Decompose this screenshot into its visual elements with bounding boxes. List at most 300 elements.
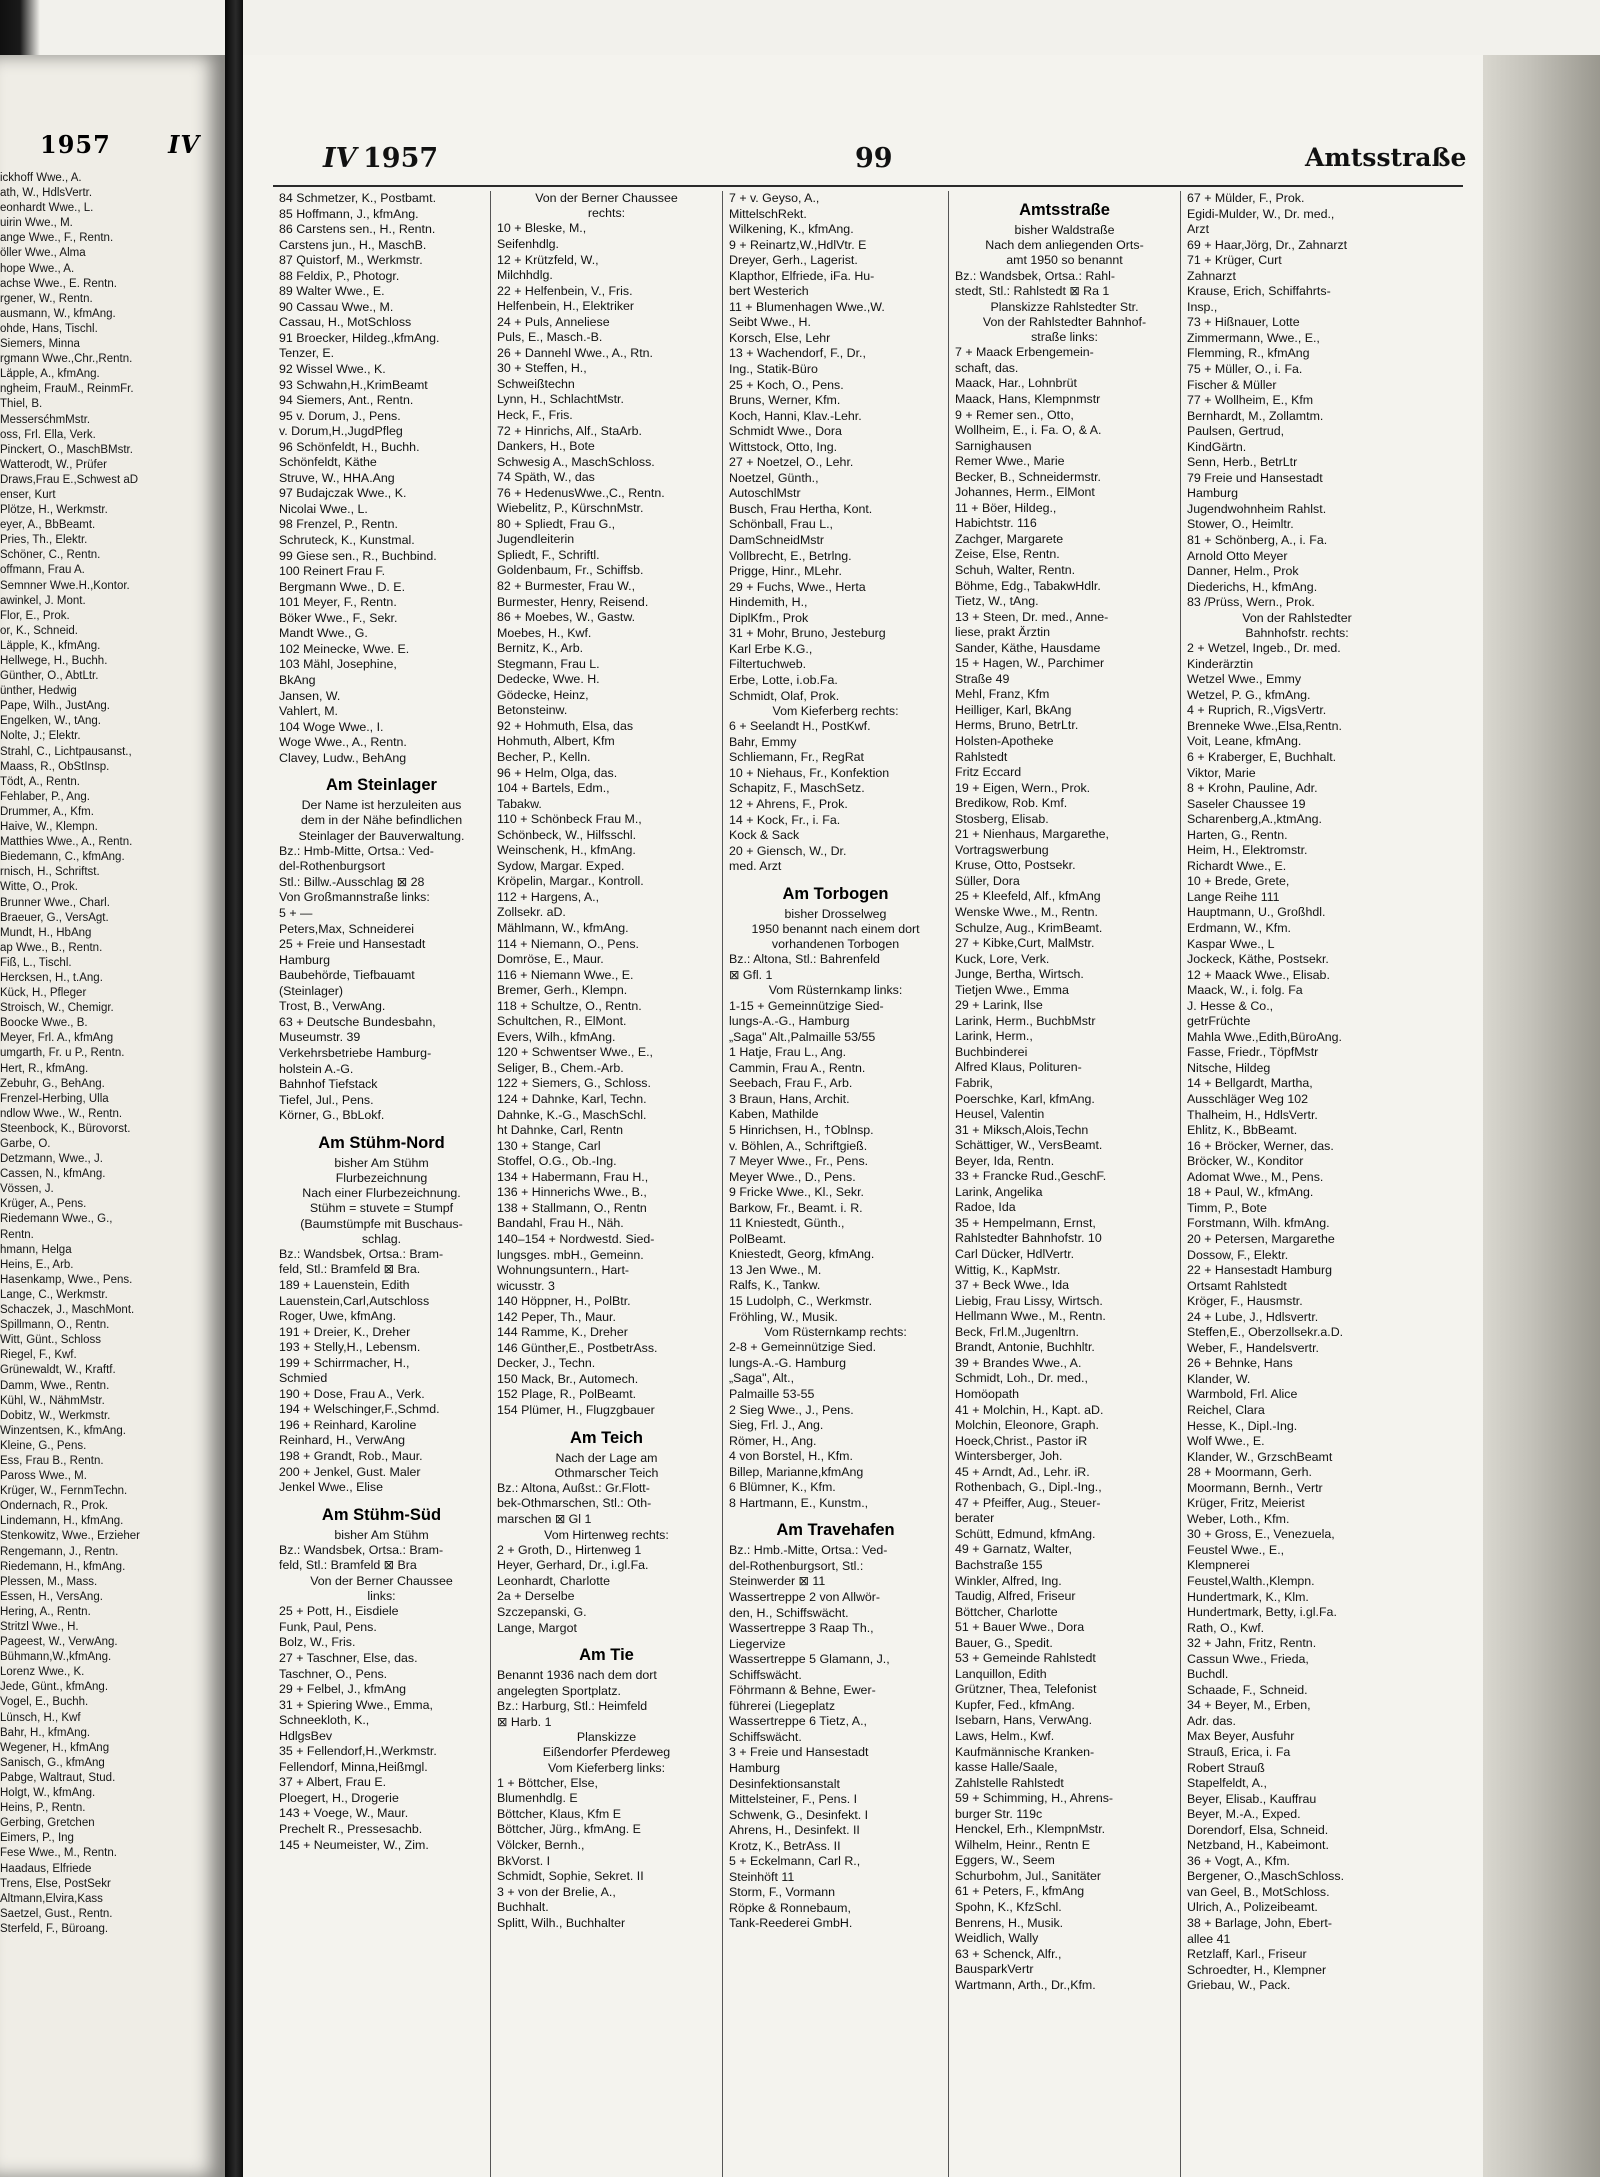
left-page-line: awinkel, J. Mont. xyxy=(0,594,86,607)
directory-entry: ⊠ Harb. 1 xyxy=(497,1714,552,1729)
directory-entry: 189 + Lauenstein, Edith xyxy=(279,1278,410,1292)
directory-entry: Saseler Chaussee 19 xyxy=(1187,796,1306,811)
directory-entry: Moormann, Bernh., Vertr xyxy=(1187,1480,1323,1495)
directory-entry: 49 + Garnatz, Walter, xyxy=(955,1542,1072,1557)
directory-entry: 96 + Helm, Olga, das. xyxy=(497,765,618,780)
column-2 xyxy=(491,191,723,2177)
directory-entry: 136 + Hinnerichs Wwe., B., xyxy=(497,1185,647,1200)
directory-entry: Zimmermann, Wwe., E., xyxy=(1187,330,1320,345)
directory-entry: Hindemith, H., xyxy=(729,595,808,610)
left-page-line: Rentn. xyxy=(0,1228,34,1241)
directory-entry: 93 Schwahn,H.,KrimBeamt xyxy=(279,377,428,392)
directory-entry: Liegervize xyxy=(729,1636,786,1651)
directory-entry: Palmaille 53-55 xyxy=(729,1386,815,1401)
directory-entry: Schmied xyxy=(279,1371,328,1386)
directory-entry: Vahlert, M. xyxy=(279,704,338,719)
directory-entry: marschen ⊠ Gl 1 xyxy=(497,1512,592,1527)
directory-entry: Wetzel Wwe., Emmy xyxy=(1187,672,1302,687)
directory-entry: 3 + Freie und Hansestadt xyxy=(729,1745,869,1760)
directory-entry: Beyer, Elisab., Kauffrau xyxy=(1187,1791,1317,1806)
street-note: Bahnhofstr. rechts: xyxy=(1245,625,1349,640)
directory-entry: 81 + Schönberg, A., i. Fa. xyxy=(1187,533,1328,548)
directory-entry: Schmidt, Olaf, Prok. xyxy=(729,688,840,703)
left-page-line: eonhardt Wwe., L. xyxy=(0,202,94,215)
directory-entry: Egidi-Mulder, W., Dr. med., xyxy=(1187,206,1335,221)
directory-entry: wicusstr. 3 xyxy=(497,1278,555,1293)
directory-entry: Reinhard, H., VerwAng xyxy=(279,1433,406,1448)
directory-entry: Hamburg xyxy=(279,952,330,967)
directory-entry: Bredikow, Rob. Kmf. xyxy=(955,796,1068,811)
left-page-line: Pries, Th., Elektr. xyxy=(0,534,88,547)
left-page-line: Mundt, H., HbAng xyxy=(0,926,92,939)
left-page-line: ngheim, FrauM., ReinmFr. xyxy=(0,383,134,396)
directory-entry: 89 Walter Wwe., E. xyxy=(279,284,385,299)
directory-entry: Sieg, Frl. J., Ang. xyxy=(729,1418,824,1433)
directory-entry: Arzt xyxy=(1187,222,1210,237)
left-page-line: Haadaus, Elfriede xyxy=(0,1862,92,1875)
street-heading: Am Travehafen xyxy=(776,1521,895,1540)
directory-entry: 77 + Wollheim, E., Kfm xyxy=(1187,393,1314,408)
directory-entry: Bruns, Werner, Kfm. xyxy=(729,393,841,408)
directory-entry: BkVorst. I xyxy=(497,1853,551,1868)
left-page-line: Dobitz, W., Werkmstr. xyxy=(0,1409,111,1422)
directory-entry: Roger, Uwe, kfmAng. xyxy=(279,1309,397,1324)
left-page-line: Thiel, B. xyxy=(0,398,43,411)
left-page-line: Spillmann, O., Rentn. xyxy=(0,1319,110,1332)
left-page-line: Steenbock, K., Bürovorst. xyxy=(0,1122,131,1135)
directory-entry: 146 Günther,E., PostbetrAss. xyxy=(497,1340,658,1355)
directory-entry: 31 + Spiering Wwe., Emma, xyxy=(279,1697,433,1712)
directory-entry: Dedecke, Wwe. H. xyxy=(497,672,600,687)
directory-entry: Beyer, Ida, Rentn. xyxy=(955,1153,1055,1168)
directory-entry: DamSchneidMstr xyxy=(729,533,825,548)
column-1 xyxy=(273,191,491,2177)
directory-entry: Max Beyer, Ausfuhr xyxy=(1187,1729,1295,1744)
directory-entry: Jugendleiterin xyxy=(497,532,575,547)
directory-entry: v. Dorum,H.,JugdPfleg xyxy=(279,424,403,439)
directory-entry: 3 Braun, Hans, Archit. xyxy=(729,1091,850,1106)
directory-entry: ⊠ Gfl. 1 xyxy=(729,967,773,982)
directory-entry: 22 + Helfenbein, V., Fris. xyxy=(497,283,633,298)
directory-entry: 152 Plage, R., PolBeamt. xyxy=(497,1387,637,1402)
directory-entry: Schmidt, Sophie, Sekret. II xyxy=(497,1869,644,1884)
left-page-line: Schöner, C., Rentn. xyxy=(0,549,101,562)
street-heading: Am Steinlager xyxy=(326,776,437,795)
directory-entry: Schmidt Wwe., Dora xyxy=(729,424,842,439)
directory-entry: Splitt, Wilh., Buchhalter xyxy=(497,1915,626,1930)
directory-entry: 96 Schönfeldt, H., Buchh. xyxy=(279,439,420,454)
directory-entry: 2a + Derselbe xyxy=(497,1589,575,1604)
directory-entry: Kinderärztin xyxy=(1187,656,1254,671)
directory-entry: med. Arzt xyxy=(729,859,782,874)
directory-entry: Klempnerei xyxy=(1187,1558,1250,1573)
directory-entry: 80 + Spliedt, Frau G., xyxy=(497,516,616,531)
left-page-line: Pape, Wilh., JustAng. xyxy=(0,700,110,713)
directory-entry: Barkow, Fr., Beamt. i. R. xyxy=(729,1200,863,1215)
directory-entry: 2 Sieg Wwe., J., Pens. xyxy=(729,1402,854,1417)
left-page-line: ath, W., HdlsVertr. xyxy=(0,187,93,200)
directory-entry: Lynn, H., SchlachtMstr. xyxy=(497,392,624,407)
left-page-line: öller Wwe., Alma xyxy=(0,247,86,260)
directory-entry: Hundertmark, K., Klm. xyxy=(1187,1589,1309,1604)
directory-entry: Kaspar Wwe., L xyxy=(1187,936,1275,951)
directory-entry: Kuck, Lore, Verk. xyxy=(955,951,1050,966)
directory-entry: Isebarn, Hans, VerwAng. xyxy=(955,1713,1093,1728)
directory-entry: Korsch, Else, Lehr xyxy=(729,330,831,345)
directory-entry: Herms, Bruno, BetrLtr. xyxy=(955,718,1079,733)
directory-entry: 25 + Pott, H., Eisdiele xyxy=(279,1604,399,1619)
directory-entry: Gödecke, Heinz, xyxy=(497,687,589,702)
header-rule xyxy=(273,185,1463,187)
directory-entry: Koch, Hanni, Klav.-Lehr. xyxy=(729,408,862,423)
directory-entry: Johannes, Herm., ElMont xyxy=(955,485,1095,500)
directory-entry: Mahla Wwe.,Edith,BüroAng. xyxy=(1187,1029,1342,1044)
directory-entry: Puls, E., Masch.-B. xyxy=(497,330,603,345)
left-page-line: MessersćhmMstr. xyxy=(0,413,91,426)
street-note: Flurbezeichnung xyxy=(335,1170,428,1185)
street-note: Vom Rüsternkamp rechts: xyxy=(764,1325,907,1340)
street-note: bisher Waldstraße xyxy=(1014,223,1115,237)
directory-entry: 87 Quistorf, M., Werkmstr. xyxy=(279,253,423,268)
directory-entry: Böttcher, Klaus, Kfm E xyxy=(497,1806,621,1821)
directory-entry: angelegten Sportplatz. xyxy=(497,1683,621,1698)
directory-entry: Busch, Frau Hertha, Kont. xyxy=(729,501,873,516)
left-page-line: Plessen, M., Mass. xyxy=(0,1575,98,1588)
directory-entry: Lange, Margot xyxy=(497,1620,577,1635)
directory-entry: Fellendorf, Minna,Heißmgl. xyxy=(279,1759,428,1774)
left-page-line: Krüger, W., FernmTechn. xyxy=(0,1485,128,1498)
left-page-line: Hellwege, H., Buchh. xyxy=(0,655,108,667)
directory-entry: 24 + Puls, Anneliese xyxy=(497,314,610,329)
directory-entry: Föhrmann & Behne, Ewer- xyxy=(729,1683,876,1698)
left-page-line: Riedemann, H., kfmAng. xyxy=(0,1560,126,1573)
directory-entry: Beyer, M.-A., Exped. xyxy=(1187,1807,1301,1822)
directory-entry: 25 + Freie und Hansestadt xyxy=(279,937,426,952)
directory-entry: Kniestedt, Georg, kfmAng. xyxy=(729,1247,875,1262)
directory-entry: Böttcher, Charlotte xyxy=(955,1604,1058,1619)
directory-entry: Schuh, Walter, Rentn. xyxy=(955,562,1076,577)
column-5 xyxy=(1181,191,1413,2177)
directory-entry: 13 + Steen, Dr. med., Anne- xyxy=(955,609,1109,624)
left-page-line: Lünsch, H., Kwf xyxy=(0,1711,81,1724)
directory-entry: Carstens jun., H., MaschB. xyxy=(279,237,427,252)
street-note: vorhandenen Torbogen xyxy=(771,937,900,952)
directory-entry: Buchdl. xyxy=(1187,1667,1229,1682)
directory-entry: Schroedter, H., Klempner xyxy=(1187,1962,1327,1977)
directory-entry: 86 + Moebes, W., Gastw. xyxy=(497,610,636,625)
left-page-line: Witt, Günt., Schloss xyxy=(0,1334,101,1347)
street-heading: Am Tie xyxy=(579,1646,634,1665)
directory-entry: 91 Broecker, Hildeg.,kfmAng. xyxy=(279,330,440,345)
directory-entry: Wilhelm, Heinr., Rentn E xyxy=(955,1837,1090,1852)
directory-entry: Steinhöft 11 xyxy=(729,1869,795,1884)
directory-entry: 122 + Siemers, G., Schloss. xyxy=(497,1076,651,1091)
directory-entry: Dahnke, K.-G., MaschSchl. xyxy=(497,1107,647,1122)
directory-entry: 102 Meinecke, Wwe. E. xyxy=(279,641,410,656)
directory-entry: Bröcker, W., Konditor xyxy=(1187,1154,1304,1169)
directory-entry: 5 Hinrichsen, H., †Oblnsp. xyxy=(729,1123,874,1137)
directory-entry: Hohmuth, Albert, Kfm xyxy=(497,734,615,749)
left-page-line: enser, Kurt xyxy=(0,488,56,501)
directory-entry: Reichel, Clara xyxy=(1187,1402,1265,1417)
directory-entry: Erbe, Lotte, i.ob.Fa. xyxy=(729,672,838,687)
directory-entry: Molchin, Eleonore, Graph. xyxy=(955,1418,1099,1433)
directory-entry: Hamburg xyxy=(1187,486,1238,501)
directory-entry: Bremer, Gerh., Klempn. xyxy=(497,983,628,998)
directory-entry: Schaade, F., Schneid. xyxy=(1187,1682,1308,1697)
left-page-line: Eimers, P., Ing xyxy=(0,1832,74,1845)
directory-entry: Domröse, E., Maur. xyxy=(497,952,604,967)
directory-entry: Liebig, Frau Lissy, Wirtsch. xyxy=(955,1293,1103,1308)
directory-entry: 8 Hartmann, E., Kunstm., xyxy=(729,1495,869,1510)
left-page-line: Altmann,Elvira,Kass xyxy=(0,1892,103,1905)
street-note: Nach einer Flurbezeichnung. xyxy=(302,1186,461,1201)
directory-entry: 29 + Fuchs, Wwe., Herta xyxy=(729,579,866,594)
directory-entry: 25 + Kleefeld, Alf., kfmAng xyxy=(955,889,1101,904)
directory-entry: 6 + Kraberger, E, Buchhalt. xyxy=(1187,750,1337,764)
left-page-line: Plötze, H., Werkmstr. xyxy=(0,504,108,517)
left-page-line: hope Wwe., A. xyxy=(0,262,75,275)
directory-entry: 112 + Hargens, A., xyxy=(497,889,600,904)
directory-entry: 90 Cassau Wwe., M. xyxy=(279,299,394,314)
directory-entry: Zachger, Margarete xyxy=(955,531,1064,546)
directory-entry: Taudig, Alfred, Friseur xyxy=(955,1589,1076,1604)
directory-entry: Museumstr. 39 xyxy=(279,1030,361,1045)
left-page-line: ickhoff Wwe., A. xyxy=(0,172,82,184)
directory-entry: Henckel, Erh., KlempnMstr. xyxy=(955,1822,1106,1837)
directory-entry: Arnold Otto Meyer xyxy=(1187,548,1288,563)
directory-entry: stedt, Stl.: Rahlstedt ⊠ Ra 1 xyxy=(955,284,1110,299)
directory-entry: 150 Mack, Br., Automech. xyxy=(497,1371,639,1386)
directory-entry: 38 + Barlage, John, Ebert- xyxy=(1187,1916,1332,1931)
left-page-line: eyer, A., BbBeamt. xyxy=(0,519,96,532)
directory-entry: 1-15 + Gemeinnützige Sied- xyxy=(729,998,884,1013)
street-heading: Am Stühm-Nord xyxy=(318,1133,445,1152)
directory-entry: Jockeck, Käthe, Postsekr. xyxy=(1187,952,1329,967)
left-page-line: Pageest, W., VerwAng. xyxy=(0,1636,118,1649)
directory-entry: Bolz, W., Fris. xyxy=(279,1635,356,1650)
directory-entry: Schiffswächt. xyxy=(729,1729,802,1744)
directory-entry: 86 Carstens sen., H., Rentn. xyxy=(279,222,436,237)
directory-entry: Bahnhof Tiefstack xyxy=(279,1077,378,1092)
directory-entry: Tiefel, Jul., Pens. xyxy=(279,1092,374,1107)
directory-entry: Schapitz, F., MaschSetz. xyxy=(729,781,865,796)
street-note: Planskizze xyxy=(576,1730,637,1745)
directory-entry: Zollsekr. aD. xyxy=(497,905,566,920)
directory-entry: Wintersberger, Joh. xyxy=(955,1449,1063,1464)
directory-entry: Evers, Wilh., kfmAng. xyxy=(497,1029,616,1044)
directory-entry: Burmester, Henry, Reisend. xyxy=(497,594,649,609)
page-year: 1957 xyxy=(363,143,439,174)
directory-entry: 7 Meyer Wwe., Fr., Pens. xyxy=(729,1154,869,1169)
directory-entry: Remer Wwe., Marie xyxy=(955,454,1065,469)
left-page-line: Detzmann, Wwe., J. xyxy=(0,1153,103,1166)
directory-entry: Zahlstelle Rahlstedt xyxy=(955,1775,1064,1790)
directory-entry: BkAng xyxy=(279,672,316,687)
directory-entry: Nitsche, Hildeg xyxy=(1187,1060,1271,1075)
directory-entry: Milchhdlg. xyxy=(497,268,553,283)
directory-entry: 200 + Jenkel, Gust. Maler xyxy=(279,1464,421,1479)
directory-entry: Stoffel, O.G., Ob.-Ing. xyxy=(497,1154,617,1169)
directory-entry: Peters,Max, Schneiderei xyxy=(279,921,414,936)
left-page-line: Stroisch, W., Chemigr. xyxy=(0,1002,114,1015)
directory-entry: Larink, Angelika xyxy=(955,1184,1043,1199)
page-section: IV xyxy=(323,143,357,174)
directory-entry: KindGärtn. xyxy=(1187,439,1247,454)
directory-entry: Schönball, Frau L., xyxy=(729,517,834,532)
left-page-line: Boocke Wwe., B. xyxy=(0,1017,88,1030)
directory-entry: 14 + Kock, Fr., i. Fa. xyxy=(729,812,841,827)
left-facing-page xyxy=(0,55,225,2177)
directory-entry: 73 + Hißnauer, Lotte xyxy=(1187,315,1300,330)
street-note: bisher Am Stühm xyxy=(334,1527,429,1542)
directory-entry: 31 + Mohr, Bruno, Jesteburg xyxy=(729,626,886,641)
directory-entry: 10 + Brede, Grete, xyxy=(1187,874,1290,889)
directory-entry: Rath, O., Kwf. xyxy=(1187,1620,1265,1635)
left-page-line: Riegel, F., Kwf. xyxy=(0,1349,77,1362)
street-note: Othmarscher Teich xyxy=(554,1465,659,1480)
directory-entry: Dankers, H., Bote xyxy=(497,439,595,454)
directory-entry: Harten, G., Rentn. xyxy=(1187,827,1288,842)
directory-entry: Junge, Bertha, Wirtsch. xyxy=(955,967,1084,982)
directory-entry: Röpke & Ronnebaum, xyxy=(729,1900,851,1915)
directory-entry: Schmidt, Loh., Dr. med., xyxy=(955,1371,1088,1386)
directory-entry: Schiffswächt. xyxy=(729,1667,802,1682)
directory-entry: 88 Feldix, P., Photogr. xyxy=(279,268,400,283)
directory-entry: führerei (Liegeplatz xyxy=(729,1698,836,1713)
directory-entry: 82 + Burmester, Frau W., xyxy=(497,578,636,593)
left-page-line: achse Wwe., E. Rentn. xyxy=(0,277,117,290)
directory-entry: Jugendwohnheim Rahlst. xyxy=(1187,501,1327,516)
left-page-line: ange Wwe., F., Rentn. xyxy=(0,232,114,245)
left-page-line: Fiß, L., Tischl. xyxy=(0,956,72,969)
directory-entry: Kaufmännische Kranken- xyxy=(955,1744,1095,1759)
directory-entry: Adomat Wwe., M., Pens. xyxy=(1187,1169,1324,1184)
left-page-line: Essen, H., VersAng. xyxy=(0,1590,103,1603)
left-page-line: Fehlaber, P., Ang. xyxy=(0,790,90,803)
directory-entry: Mehl, Franz, Kfm xyxy=(955,687,1050,702)
page-street-heading: Amtsstraße xyxy=(1305,143,1467,172)
directory-entry: 2 + Wetzel, Ingeb., Dr. med. xyxy=(1187,641,1341,656)
directory-entry: Lauenstein,Carl,Autschloss xyxy=(279,1293,430,1308)
directory-entry: 14 + Bellgardt, Martha, xyxy=(1187,1076,1313,1091)
directory-entry: Tietz, W., tAng. xyxy=(955,594,1039,609)
directory-entry: Cassun Wwe., Frieda, xyxy=(1187,1651,1309,1666)
directory-entry: 26 + Behnke, Hans xyxy=(1187,1356,1293,1371)
directory-entry: allee 41 xyxy=(1187,1931,1231,1946)
directory-entry: Grützner, Thea, Telefonist xyxy=(955,1682,1097,1697)
left-page-line: Wegener, H., kfmAng xyxy=(0,1741,110,1754)
directory-entry: Beck, Frl.M.,Jugenltrn. xyxy=(955,1324,1079,1339)
directory-entry: Meyer Wwe., D., Pens. xyxy=(729,1169,856,1184)
left-page-line: Frenzel-Herbing, Ulla xyxy=(0,1092,109,1105)
left-page-line: Brunner Wwe., Charl. xyxy=(0,896,110,909)
directory-entry: Straße 49 xyxy=(955,671,1010,686)
directory-entry: Römer, H., Ang. xyxy=(729,1433,817,1448)
left-page-line: Biedemann, C., kfmAng. xyxy=(0,851,125,864)
directory-entry: Danner, Helm., Prok xyxy=(1187,564,1299,579)
directory-entry: Schweißtechn xyxy=(497,376,575,391)
directory-entry: Prechelt R., Pressesachb. xyxy=(279,1822,423,1837)
directory-entry: Noetzel, Günth., xyxy=(729,470,819,485)
directory-entry: Maack, Hans, Klempnmstr xyxy=(955,391,1101,406)
left-page-line: Pabge, Waltraut, Stud. xyxy=(0,1771,116,1784)
directory-entry: Schultchen, R., ElMont. xyxy=(497,1014,627,1029)
directory-entry: Klapthor, Elfriede, iFa. Hu- xyxy=(729,268,875,283)
directory-entry: 53 + Gemeinde Rahlstedt xyxy=(955,1651,1096,1666)
directory-entry: Weidlich, Wally xyxy=(955,1931,1039,1946)
directory-entry: Hesse, K., Dipl.-Ing. xyxy=(1187,1418,1298,1433)
directory-entry: Ausschläger Weg 102 xyxy=(1187,1092,1308,1107)
directory-entry: Bz.: Harburg, Stl.: Heimfeld xyxy=(497,1699,648,1714)
directory-entry: Laws, Helm., Kwf. xyxy=(955,1728,1055,1743)
directory-entry: Hellmann Wwe., M., Rentn. xyxy=(955,1309,1106,1324)
directory-entry: Wassertreppe 2 von Allwör- xyxy=(729,1589,881,1604)
left-page-line: Braeuer, G., VersAgt. xyxy=(0,911,109,924)
directory-entry: Wittstock, Otto, Ing. xyxy=(729,439,838,454)
directory-entry: 101 Meyer, F., Rentn. xyxy=(279,595,397,610)
directory-entry: 11 + Blumenhagen Wwe.,W. xyxy=(729,299,885,314)
directory-entry: Storm, F., Vormann xyxy=(729,1885,836,1900)
directory-entry: 191 + Dreier, K., Dreher xyxy=(279,1324,411,1339)
directory-entry: Sydow, Margar. Exped. xyxy=(497,858,625,873)
left-page-section: IV xyxy=(168,130,200,159)
left-page-line: offmann, Frau A. xyxy=(0,564,85,577)
directory-entry: Krause, Erich, Schiffahrts- xyxy=(1187,284,1331,299)
street-note: Von der Berner Chaussee xyxy=(535,191,678,205)
directory-entry: 116 + Niemann Wwe., E. xyxy=(497,967,634,982)
directory-entry: 15 Ludolph, C., Werkmstr. xyxy=(729,1294,873,1309)
directory-entry: Robert Strauß xyxy=(1187,1760,1265,1775)
street-note: schlag. xyxy=(361,1231,402,1246)
directory-entry: holstein A.-G. xyxy=(279,1061,354,1076)
street-note: links: xyxy=(367,1589,396,1604)
left-page-line: Matthies Wwe., A., Rentn. xyxy=(0,836,133,849)
directory-entry: Desinfektionsanstalt xyxy=(729,1776,840,1791)
directory-entry: 30 + Gross, E., Venezuela, xyxy=(1187,1527,1335,1542)
directory-entry: 142 Peper, Th., Maur. xyxy=(497,1309,616,1324)
directory-entry: Bz.: Wandsbek, Ortsa.: Rahl- xyxy=(955,268,1115,283)
left-page-line: Vössen, J. xyxy=(0,1183,54,1196)
directory-entry: 19 + Eigen, Wern., Prok. xyxy=(955,780,1091,795)
left-page-line: Strahl, C., Lichtpausanst., xyxy=(0,745,132,758)
directory-entry: Mandt Wwe., G. xyxy=(279,626,368,641)
directory-entry: 29 + Felbel, J., kfmAng xyxy=(279,1682,407,1697)
left-page-line: Grünewaldt, W., Kraftf. xyxy=(0,1364,116,1377)
left-page-line: Vogel, E., Buchh. xyxy=(0,1696,89,1709)
street-note: rechts: xyxy=(587,206,626,221)
directory-entry: 94 Siemers, Ant., Rentn. xyxy=(279,393,414,408)
directory-entry: Erdmann, W., Kfm. xyxy=(1187,921,1291,936)
left-page-line: ausmann, W., kfmAng. xyxy=(0,307,116,320)
directory-entry: Stl.: Billw.-Ausschlag ⊠ 28 xyxy=(279,874,425,889)
directory-entry: 24 + Lube, J., Hdlsvertr. xyxy=(1187,1309,1319,1324)
directory-entry: 196 + Reinhard, Karoline xyxy=(279,1417,417,1432)
directory-entry: 2 + Groth, D., Hirtenweg 1 xyxy=(497,1542,642,1557)
directory-entry: Fabrik, xyxy=(955,1076,993,1091)
directory-entry: Heilliger, Karl, BkAng xyxy=(955,702,1072,717)
directory-entry: Bz.: Altona, Stl.: Bahrenfeld xyxy=(729,952,880,967)
left-page-list xyxy=(0,171,215,1937)
directory-entry: Larink, Herm., BuchbMstr xyxy=(955,1013,1096,1028)
directory-entry: MittelschRekt. xyxy=(729,206,807,221)
directory-entry: getrFrüchte xyxy=(1187,1014,1251,1029)
directory-entry: 110 + Schönbeck Frau M., xyxy=(497,812,642,827)
directory-entry: Brandt, Antonie, Buchhltr. xyxy=(955,1340,1095,1355)
directory-entry: Bachstraße 155 xyxy=(955,1557,1043,1572)
directory-entry: Senn, Herb., BetrLtr xyxy=(1187,455,1298,470)
directory-entry: 27 + Kibke,Curt, MalMstr. xyxy=(955,936,1095,951)
